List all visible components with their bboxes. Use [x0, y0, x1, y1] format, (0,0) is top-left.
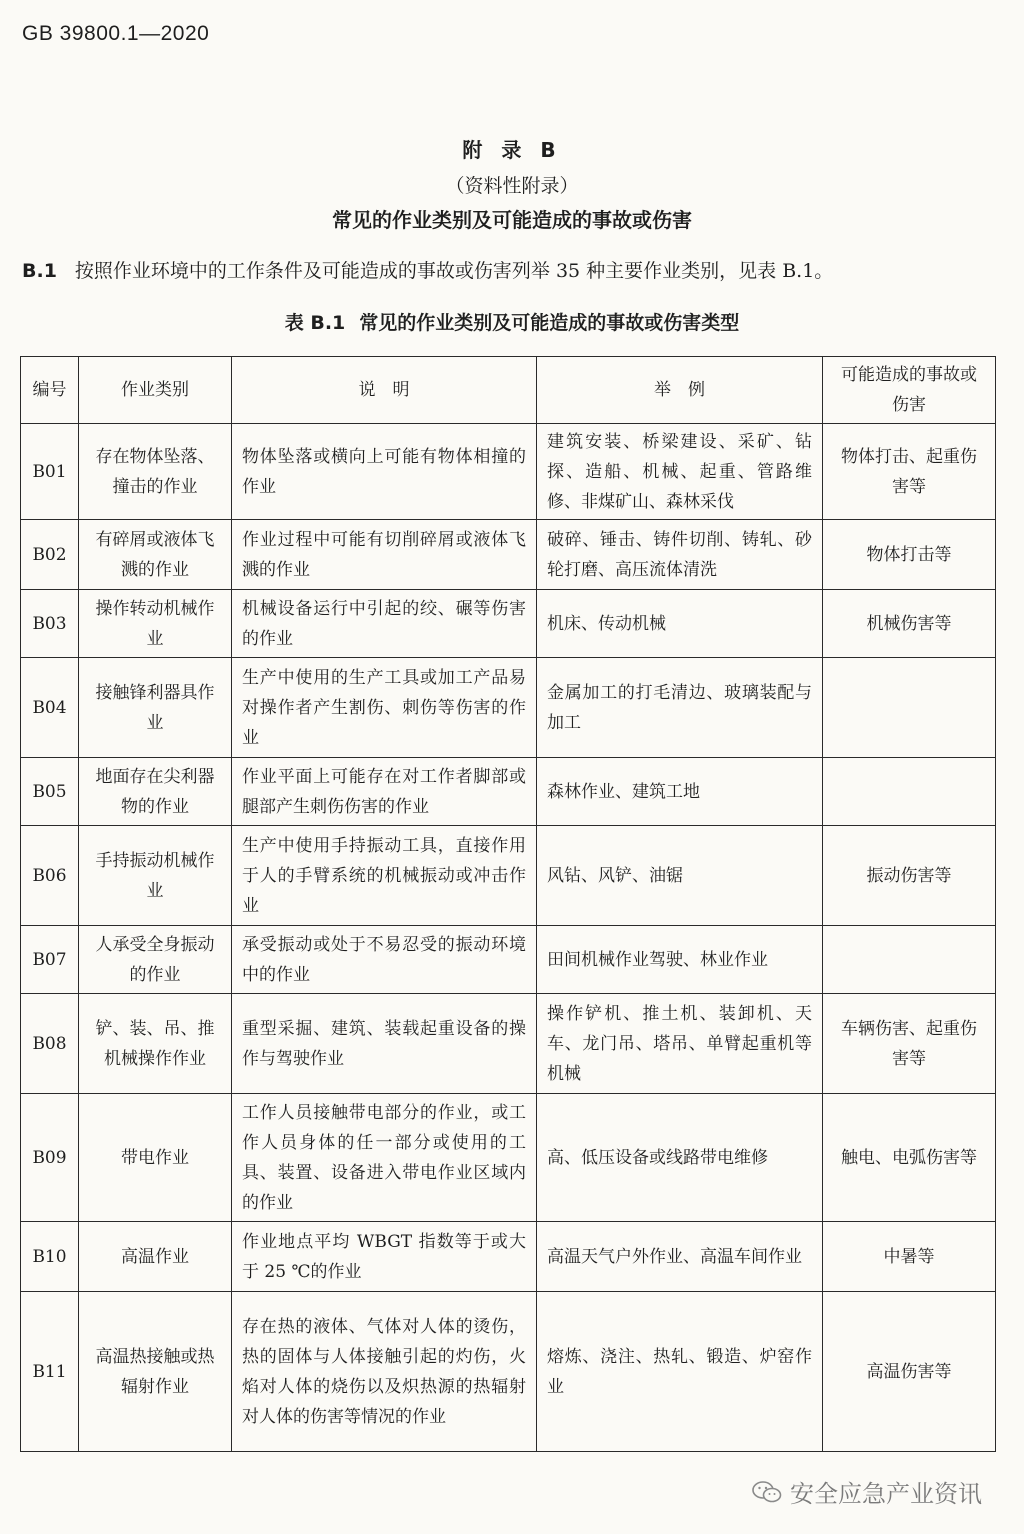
row-description: 作业平面上可能存在对工作者脚部或腿部产生刺伤伤害的作业 — [232, 758, 537, 826]
table-row — [21, 826, 996, 926]
row-example: 机床、传动机械 — [537, 590, 823, 658]
standard-number: GB 39800.1—2020 — [22, 22, 210, 45]
table-row — [21, 658, 996, 758]
table-row — [21, 926, 996, 994]
row-example: 森林作业、建筑工地 — [537, 758, 823, 826]
row-category: 人承受全身振动的作业 — [79, 926, 232, 994]
row-harm: 中暑等 — [823, 1222, 996, 1292]
row-harm: 车辆伤害、起重伤害等 — [823, 994, 996, 1094]
header-description: 说 明 — [232, 357, 537, 424]
intro-paragraph — [22, 256, 833, 283]
header-code: 编号 — [21, 357, 79, 424]
row-code: B10 — [21, 1222, 79, 1292]
watermark-text: 安全应急产业资讯 — [790, 1480, 982, 1508]
row-category: 存在物体坠落、撞击的作业 — [79, 424, 232, 520]
row-code: B01 — [21, 424, 79, 520]
row-category: 手持振动机械作业 — [79, 826, 232, 926]
row-code: B02 — [21, 520, 79, 590]
row-category: 高温热接触或热辐射作业 — [79, 1292, 232, 1452]
row-category: 操作转动机械作业 — [79, 590, 232, 658]
hazard-table — [20, 356, 996, 1452]
table-row — [21, 1222, 996, 1292]
row-description: 承受振动或处于不易忍受的振动环境中的作业 — [232, 926, 537, 994]
header-category: 作业类别 — [79, 357, 232, 424]
row-description: 物体坠落或横向上可能有物体相撞的作业 — [232, 424, 537, 520]
table-caption-number: 表 B.1 — [284, 312, 346, 334]
appendix-title: 常见的作业类别及可能造成的事故或伤害 — [332, 208, 692, 232]
wechat-icon — [752, 1480, 782, 1504]
table-row — [21, 758, 996, 826]
row-harm: 高温伤害等 — [823, 1292, 996, 1452]
row-description: 存在热的液体、气体对人体的烫伤，热的固体与人体接触引起的灼伤，火焰对人体的烧伤以及炽热源的热辐射对人体的伤害等情况的作业 — [232, 1292, 537, 1452]
row-harm: 物体打击等 — [823, 520, 996, 590]
row-code: B03 — [21, 590, 79, 658]
table-row — [21, 1292, 996, 1452]
table-caption — [0, 308, 1024, 335]
row-harm: 机械伤害等 — [823, 590, 996, 658]
row-category: 有碎屑或液体飞溅的作业 — [79, 520, 232, 590]
row-code: B09 — [21, 1094, 79, 1222]
row-category: 地面存在尖利器物的作业 — [79, 758, 232, 826]
row-description: 机械设备运行中引起的绞、碾等伤害的作业 — [232, 590, 537, 658]
row-category: 接触锋利器具作业 — [79, 658, 232, 758]
row-description: 生产中使用的生产工具或加工产品易对操作者产生割伤、刺伤等伤害的作业 — [232, 658, 537, 758]
section-number: B.1 — [22, 260, 57, 282]
row-description: 生产中使用手持振动工具，直接作用于人的手臂系统的机械振动或冲击作业 — [232, 826, 537, 926]
table-header-row — [21, 357, 996, 424]
watermark — [752, 1474, 982, 1509]
row-description: 作业地点平均 WBGT 指数等于或大于 25 ℃的作业 — [232, 1222, 537, 1292]
row-example: 风钻、风铲、油锯 — [537, 826, 823, 926]
table-caption-text: 常见的作业类别及可能造成的事故或伤害类型 — [359, 312, 740, 334]
table-row — [21, 994, 996, 1094]
row-description: 工作人员接触带电部分的作业，或工作人员身体的任一部分或使用的工具、装置、设备进入带电作业区域内的作业 — [232, 1094, 537, 1222]
row-example: 金属加工的打毛清边、玻璃装配与加工 — [537, 658, 823, 758]
row-category: 铲、装、吊、推机械操作作业 — [79, 994, 232, 1094]
row-harm: 振动伤害等 — [823, 826, 996, 926]
row-example: 破碎、锤击、铸件切削、铸轧、砂轮打磨、高压流体清洗 — [537, 520, 823, 590]
appendix-label: 附 录 B — [462, 138, 562, 162]
row-example: 高、低压设备或线路带电维修 — [537, 1094, 823, 1222]
row-code: B05 — [21, 758, 79, 826]
row-description: 重型采掘、建筑、装载起重设备的操作与驾驶作业 — [232, 994, 537, 1094]
row-code: B06 — [21, 826, 79, 926]
appendix-nature: （资料性附录） — [445, 175, 579, 197]
row-code: B11 — [21, 1292, 79, 1452]
row-example: 熔炼、浇注、热轧、锻造、炉窑作业 — [537, 1292, 823, 1452]
row-category: 高温作业 — [79, 1222, 232, 1292]
row-harm — [823, 658, 996, 758]
table-row — [21, 590, 996, 658]
row-example: 操作铲机、推土机、装卸机、天车、龙门吊、塔吊、单臂起重机等机械 — [537, 994, 823, 1094]
header-harm: 可能造成的事故或伤害 — [823, 357, 996, 424]
row-code: B08 — [21, 994, 79, 1094]
row-harm — [823, 758, 996, 826]
row-code: B04 — [21, 658, 79, 758]
row-description: 作业过程中可能有切削碎屑或液体飞溅的作业 — [232, 520, 537, 590]
row-harm: 物体打击、起重伤害等 — [823, 424, 996, 520]
row-code: B07 — [21, 926, 79, 994]
row-harm — [823, 926, 996, 994]
intro-text: 按照作业环境中的工作条件及可能造成的事故或伤害列举 35 种主要作业类别，见表 B.1。 — [74, 260, 834, 282]
row-example: 建筑安装、桥梁建设、采矿、钻探、造船、机械、起重、管路维修、非煤矿山、森林采伐 — [537, 424, 823, 520]
table-row — [21, 1094, 996, 1222]
row-example: 高温天气户外作业、高温车间作业 — [537, 1222, 823, 1292]
row-category: 带电作业 — [79, 1094, 232, 1222]
header-example: 举 例 — [537, 357, 823, 424]
row-harm: 触电、电弧伤害等 — [823, 1094, 996, 1222]
row-example: 田间机械作业驾驶、林业作业 — [537, 926, 823, 994]
table-row — [21, 520, 996, 590]
table-row — [21, 424, 996, 520]
